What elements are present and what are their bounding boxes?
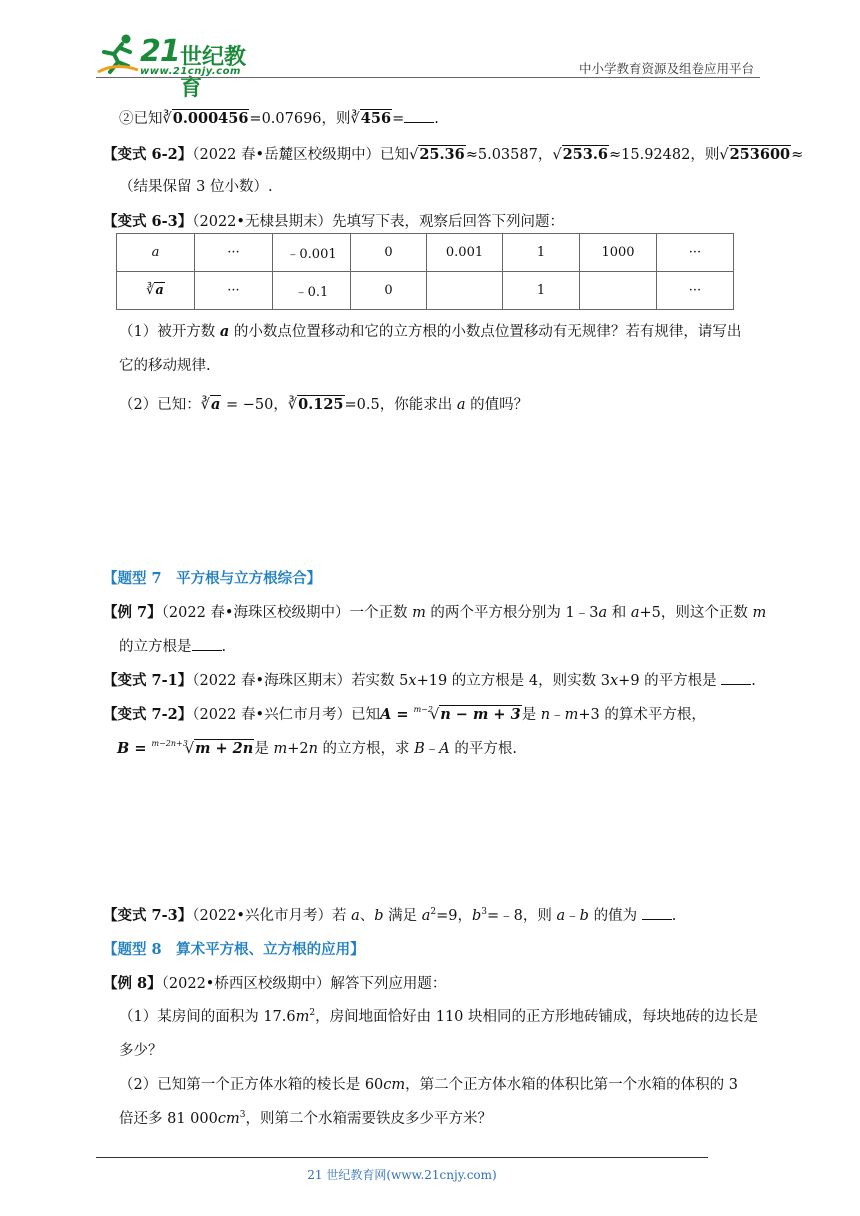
table-cell [427,272,503,310]
example-7-cont: 的立方根是 . [119,639,227,655]
question-1: （1）被开方数 a 的小数点位置移动和它的立方根的小数点位置移动有无规律？若有规律，请写出 [119,323,742,340]
site-logo [96,32,266,101]
running-person-icon [96,32,140,76]
example-8: 【例 8】（2022•桥西区校级期中）解答下列应用题： [103,975,447,992]
logo-url: www.21cnjy.com [140,66,241,77]
table-row [117,272,734,310]
footer-link[interactable]: 21 世纪教育网(www.21cnjy.com) [307,1168,497,1182]
table-cell: ﹣0.1 [273,272,351,310]
question-2: （2）已知：∛a = −50，∛0.125=0.5，你能求出 a 的值吗？ [119,396,529,413]
line-cube-root-given: ②已知∛0.000456=0.07696，则∛456= . [119,110,439,127]
variant-7-1: 【变式 7-1】（2022 春•海珠区期末）若实数 5x+19 的立方根是 4，则实数 3x+9 的平方根是 . [103,672,756,689]
example-7: 【例 7】（2022 春•海珠区校级期中）一个正数 m 的两个平方根分别为 1﹣3a 和 a+5，则这个正数 m [103,604,767,621]
table-cell: ··· [657,272,734,310]
table-cell: ··· [195,234,273,272]
table-cell: 1000 [580,234,657,272]
variant-6-2-note: （结果保留 3 位小数）. [119,179,273,195]
header-platform-text: 中小学教育资源及组卷应用平台 [578,61,754,76]
variant-7-2: 【变式 7-2】（2022 春•兴仁市月考）已知A = $^{m-2}$√n − m + 3是 n﹣m+3 的算术平方根， [103,705,706,723]
problem-2: （2）已知第一个正方体水箱的棱长是 60cm，第二个正方体水箱的体积比第一个水箱的体积的 3 [119,1077,739,1093]
table-cell: ﹣0.001 [273,234,351,272]
variant-6-2: 【变式 6-2】（2022 春•岳麓区校级期中）已知√25.36≈5.03587，√253.6≈15.92482，则√253600≈ [103,146,804,163]
table-cell: 0 [351,272,427,310]
problem-1: （1）某房间的面积为 $17.6m^2$，房间地面恰好由 110 块相同的正方形地砖铺成，每块地砖的边长是 [119,1008,759,1025]
problem-1-cont: 多少？ [119,1043,163,1059]
header-divider [96,77,760,78]
table-cell: ∛a [117,272,195,310]
table-cell: 1 [503,272,580,310]
table-cell: ··· [657,234,734,272]
table-cell [580,272,657,310]
answer-blank [721,672,751,685]
footer-divider [96,1157,708,1158]
table-cell: 0 [351,234,427,272]
answer-blank [192,638,222,651]
table-cell: 1 [503,234,580,272]
answer-blank [404,110,434,123]
cube-root-table [116,233,734,310]
table-cell: ··· [195,272,273,310]
table-row [117,234,734,272]
problem-2-cont: 倍还多 81 $000cm^3$，则第二个水箱需要铁皮多少平方米？ [119,1110,492,1127]
question-1-cont: 它的移动规律. [119,358,211,374]
section-title-8: 【题型 8 算术平方根、立方根的应用】 [103,941,365,958]
variant-7-2-cont: B = $^{m-2n+3}$√m + 2n是 m+2n 的立方根，求 B﹣A 的平方根. [117,739,517,757]
logo-text: 世纪教育 [180,45,247,101]
table-cell: a [117,234,195,272]
table-cell: 0.001 [427,234,503,272]
section-title-7: 【题型 7 平方根与立方根综合】 [103,570,322,587]
variant-7-3: 【变式 7-3】（2022•兴化市月考）若 a、b 满足 $a^2=9$，$b^3=﹣8$，则 a﹣b 的值为 . [103,907,677,924]
variant-6-3: 【变式 6-3】（2022•无棣县期末）先填写下表，观察后回答下列问题： [103,213,564,230]
logo-number: 21 [140,34,180,69]
answer-blank [642,907,672,920]
